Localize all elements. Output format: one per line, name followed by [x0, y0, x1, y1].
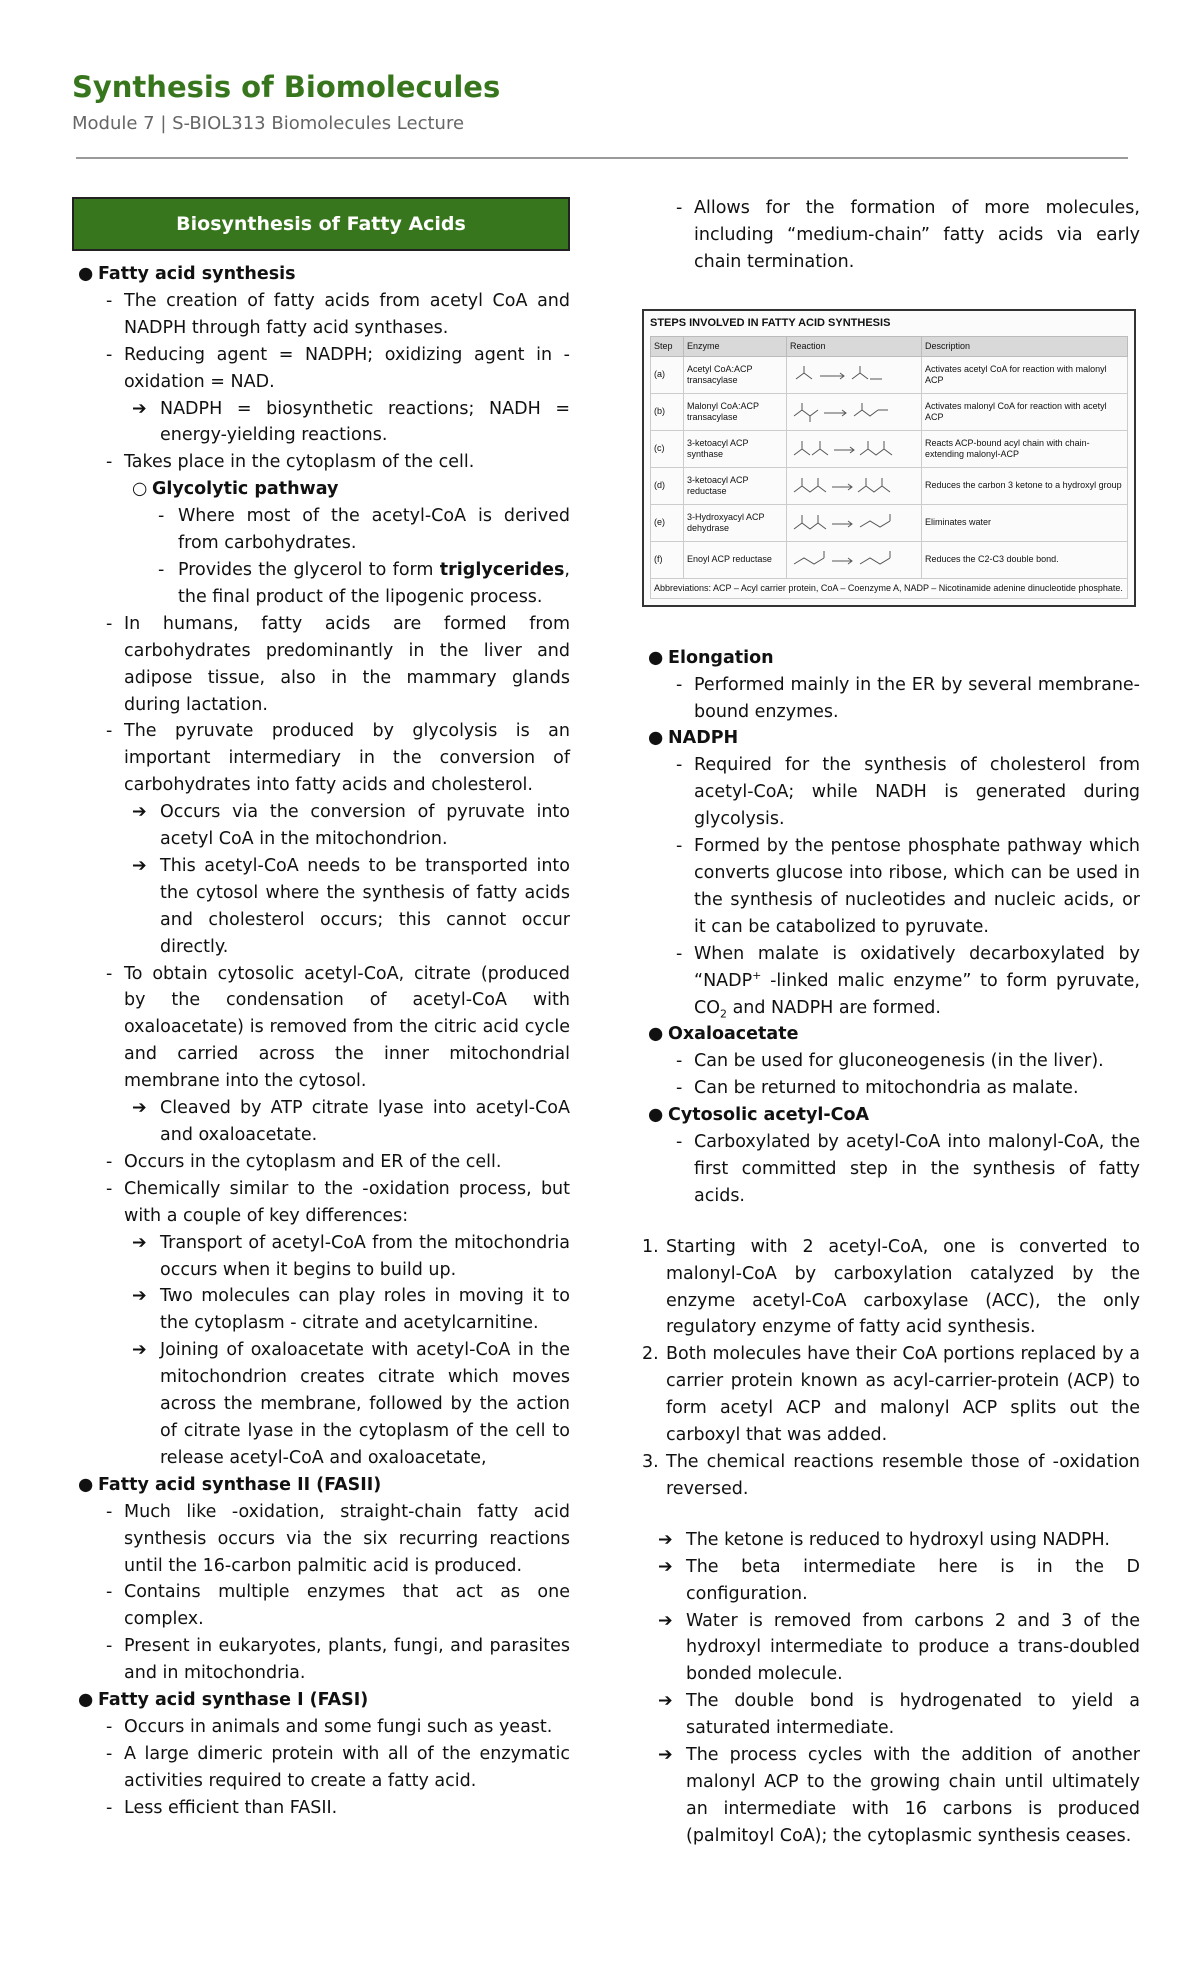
list-item [72, 718, 570, 799]
bullet-nadph [642, 725, 1140, 752]
dash-icon: - [158, 506, 165, 527]
table-row [651, 467, 1128, 504]
numbered-step [642, 1234, 1140, 1342]
enzyme-cell: Malonyl CoA:ACP transacylase [684, 393, 787, 430]
page-subtitle: Module 7 | S-BIOL313 Biomolecules Lecture [72, 113, 465, 134]
numbered-steps [642, 1234, 1140, 1503]
list-text: Joining of oxaloacetate with acetyl-CoA in the mitochondrion creates citrate which moves across the membrane, followed by the action of citrate lyase in the cytoplasm of the cell to release acetyl-CoA and oxaloacetate, [160, 1340, 570, 1468]
step-number: 1. [642, 1236, 659, 1257]
bullet-fasi [72, 1687, 570, 1714]
list-heading: Glycolytic pathway [152, 479, 339, 500]
list-item [72, 342, 570, 396]
list-text: The beta intermediate here is in the D configuration. [686, 1556, 1140, 1604]
description-cell: Activates malonyl CoA for reaction with acetyl ACP [922, 393, 1128, 430]
bullet-elongation [642, 645, 1140, 672]
dash-icon: - [106, 452, 113, 473]
list-text: Reducing agent = NADPH; oxidizing agent in -oxidation = NAD. [124, 344, 570, 392]
arrow-icon: ➔ [132, 1232, 147, 1253]
bullet-heading: Elongation [668, 647, 774, 668]
list-text: -linked malic enzyme” to form pyruvate, CO [694, 970, 1140, 1018]
enzyme-cell: Enoyl ACP reductase [684, 541, 787, 578]
reaction-cell [787, 467, 922, 504]
reaction-cell [787, 504, 922, 541]
list-item [72, 799, 570, 853]
superscript: + [752, 968, 762, 982]
list-text: Two molecules can play roles in moving it to the cytoplasm - citrate and acetylcarnitine. [160, 1286, 570, 1334]
list-item [72, 1283, 570, 1337]
list-text: The ketone is reduced to hydroxyl using NADPH. [686, 1529, 1110, 1550]
list-item [72, 1741, 570, 1795]
numbered-step [642, 1449, 1140, 1503]
description-cell: Reduces the C2-C3 double bond. [922, 541, 1128, 578]
enzyme-cell: Acetyl CoA:ACP transacylase [684, 356, 787, 393]
description-cell: Reacts ACP-bound acyl chain with chain-extending malonyl-ACP [922, 430, 1128, 467]
arrow-icon: ➔ [132, 1098, 147, 1119]
list-item [72, 1149, 570, 1176]
steps-table [650, 336, 1128, 599]
bullet-icon: ● [648, 1024, 664, 1045]
list-text: In humans, fatty acids are formed from carbohydrates predominantly in the liver and adipose tissue, also in the mammary glands during lactation. [124, 613, 570, 715]
list-text: To obtain cytosolic acetyl-CoA, citrate (produced by the condensation of acetyl-CoA with oxaloacetate) is removed from the citric acid cycle and carried across the inner mitochondrial membrane into the cytosol. [124, 963, 570, 1092]
dash-icon: - [676, 1051, 683, 1072]
dash-icon: - [676, 943, 683, 964]
table-footnote: Abbreviations: ACP – Acyl carrier protein, CoA – Coenzyme A, NADP – Nicotinamide adenine dinucleotide phosphate. [651, 578, 1128, 598]
list-text: The process cycles with the addition of another malonyl ACP to the growing chain until ultimately an intermediate with 16 carbons is produced (palmitoyl CoA); the cytoplasmic synthesis ceases. [686, 1745, 1140, 1846]
bullet-icon: ● [78, 1474, 94, 1495]
enzyme-cell: 3-Hydroxyacyl ACP dehydrase [684, 504, 787, 541]
dash-icon: - [676, 674, 683, 695]
list-text: Occurs in the cytoplasm and ER of the cell. [124, 1151, 502, 1172]
dash-icon: - [158, 559, 165, 580]
list-text: Allows for the formation of more molecules, including “medium-chain” fatty acids via early chain termination. [694, 198, 1140, 272]
list-text: The pyruvate produced by glycolysis is an important intermediary in the conversion of carbohydrates into fatty acids and cholesterol. [124, 721, 570, 796]
table-header-row [651, 336, 1128, 356]
list-text: Chemically similar to the -oxidation process, but with a couple of key differences: [124, 1178, 570, 1226]
list-item [72, 1337, 570, 1472]
table-title: STEPS INVOLVED IN FATTY ACID SYNTHESIS [650, 316, 891, 329]
table-row [651, 430, 1128, 467]
step-number: 2. [642, 1344, 659, 1365]
list-text: This acetyl-CoA needs to be transported into the cytosol where the synthesis of fatty acids and cholesterol occurs; this cannot occur directly. [160, 855, 570, 957]
bullet-heading: Fatty acid synthesis [98, 264, 296, 284]
list-item [642, 1742, 1140, 1850]
bullet-icon: ● [648, 647, 664, 668]
arrow-icon: ➔ [658, 1691, 673, 1712]
list-text: Required for the synthesis of cholesterol from acetyl-CoA; while NADH is generated during glycolysis. [694, 755, 1140, 830]
list-text: Cleaved by ATP citrate lyase into acetyl-CoA and oxaloacetate. [160, 1098, 570, 1145]
enzyme-cell: 3-ketoacyl ACP reductase [684, 467, 787, 504]
list-text: A large dimeric protein with all of the enzymatic activities required to create a fatty acid. [124, 1743, 570, 1791]
list-text: and NADPH are formed. [727, 997, 941, 1018]
left-column [72, 197, 570, 1822]
list-item [72, 1633, 570, 1687]
dash-icon: - [676, 1132, 683, 1153]
list-text: , the final product of the lipogenic process. [178, 559, 570, 607]
table-row [651, 356, 1128, 393]
list-text: Formed by the pentose phosphate pathway which converts glucose into ribose, which can be used in the synthesis of nucleotides and nucleic acids, or it can be catabolized to pyruvate. [694, 836, 1140, 937]
dash-icon: - [106, 1797, 113, 1818]
list-item [642, 1554, 1140, 1608]
list-text: Performed mainly in the ER by several membrane-bound enzymes. [694, 674, 1140, 722]
arrow-icon: ➔ [132, 802, 147, 823]
list-item [72, 1176, 570, 1230]
column-header: Description [922, 336, 1128, 356]
list-item [642, 1129, 1140, 1210]
list-item [72, 396, 570, 450]
step-cell: (f) [651, 541, 684, 578]
left-outline [72, 261, 570, 1822]
bullet-icon: ● [78, 1690, 94, 1711]
dash-icon: - [106, 344, 113, 365]
list-text: Can be used for gluconeogenesis (in the liver). [694, 1051, 1104, 1072]
dash-icon: - [676, 836, 683, 857]
dash-icon: - [106, 1501, 113, 1522]
list-item [72, 1230, 570, 1284]
bold-term: triglycerides [439, 559, 565, 580]
dash-icon: - [106, 721, 113, 742]
header-divider [76, 157, 1128, 159]
description-cell: Reduces the carbon 3 ketone to a hydroxyl group [922, 467, 1128, 504]
bullet-cytosolic-acetyl-coa [642, 1102, 1140, 1129]
list-text: Water is removed from carbons 2 and 3 of the hydroxyl intermediate to produce a trans-doubled bonded molecule. [686, 1610, 1140, 1685]
bullet-oxaloacetate [642, 1021, 1140, 1048]
dash-icon: - [676, 755, 683, 776]
list-item [642, 1527, 1140, 1554]
bullet-heading: Fatty acid synthase II (FASII) [98, 1474, 382, 1495]
list-item [72, 1499, 570, 1580]
reaction-arrows [642, 1527, 1140, 1850]
list-text: Less efficient than FASII. [124, 1797, 338, 1818]
list-text: The double bond is hydrogenated to yield a saturated intermediate. [686, 1691, 1140, 1739]
table-footnote-row [651, 578, 1128, 598]
list-text: Provides the glycerol to form [178, 559, 440, 580]
list-item [642, 833, 1140, 941]
dash-icon: - [106, 1743, 113, 1764]
dash-icon: - [676, 1078, 683, 1099]
right-top-list [642, 195, 1140, 276]
circle-bullet-icon: ○ [132, 479, 148, 500]
arrow-icon: ➔ [132, 1340, 147, 1361]
list-text: Present in eukaryotes, plants, fungi, and parasites and in mitochondria. [124, 1636, 570, 1684]
right-outline [642, 645, 1140, 1210]
list-item [642, 1075, 1140, 1102]
step-cell: (c) [651, 430, 684, 467]
list-item [72, 853, 570, 961]
list-item [72, 288, 570, 342]
reaction-structure-icon [790, 398, 910, 426]
dash-icon: - [106, 290, 113, 311]
description-cell: Eliminates water [922, 504, 1128, 541]
list-item [72, 1795, 570, 1822]
dash-icon: - [106, 1716, 113, 1737]
arrow-icon: ➔ [132, 855, 147, 876]
reaction-structure-icon [790, 435, 910, 463]
list-text: Carboxylated by acetyl-CoA into malonyl-CoA, the first committed step in the synthesis of fatty acids. [694, 1132, 1140, 1206]
fatty-acid-steps-table [642, 309, 1136, 607]
bullet-fasii [72, 1472, 570, 1499]
table-row [651, 393, 1128, 430]
list-item [72, 611, 570, 719]
dash-icon: - [106, 1151, 113, 1172]
spacer [642, 1210, 1140, 1234]
reaction-cell [787, 541, 922, 578]
dash-icon: - [106, 613, 113, 634]
column-header: Enzyme [684, 336, 787, 356]
list-item [642, 752, 1140, 833]
glycolytic-pathway-heading [72, 476, 570, 503]
step-cell: (b) [651, 393, 684, 430]
list-item [72, 1714, 570, 1741]
list-text: Transport of acetyl-CoA from the mitochondria occurs when it begins to build up. [160, 1232, 570, 1280]
arrow-icon: ➔ [132, 1286, 147, 1307]
description-cell: Activates acetyl CoA for reaction with malonyl ACP [922, 356, 1128, 393]
dash-icon: - [106, 1582, 113, 1603]
bullet-icon: ● [78, 264, 94, 284]
section-header: Biosynthesis of Fatty Acids [72, 197, 570, 251]
step-cell: (a) [651, 356, 684, 393]
bullet-heading: NADPH [668, 728, 739, 749]
reaction-structure-icon [790, 546, 910, 574]
list-text: Where most of the acetyl-CoA is derived from carbohydrates. [178, 506, 570, 554]
arrow-icon: ➔ [132, 398, 147, 419]
page-title: Synthesis of Biomolecules [72, 70, 501, 104]
list-item [72, 961, 570, 1096]
subscript: 2 [720, 1007, 727, 1020]
arrow-icon: ➔ [658, 1529, 673, 1550]
step-cell: (d) [651, 467, 684, 504]
bullet-fatty-acid-synthesis [72, 261, 570, 288]
spacer [642, 1503, 1140, 1527]
step-cell: (e) [651, 504, 684, 541]
bullet-heading: Fatty acid synthase I (FASI) [98, 1690, 369, 1711]
arrow-icon: ➔ [658, 1610, 673, 1631]
list-item [72, 449, 570, 476]
dash-icon: - [106, 963, 113, 984]
list-text: Can be returned to mitochondria as malate. [694, 1078, 1079, 1099]
bullet-heading: Cytosolic acetyl-CoA [668, 1105, 870, 1126]
list-item [642, 941, 1140, 1022]
step-text: Both molecules have their CoA portions replaced by a carrier protein known as acyl-carrier-protein (ACP) to form acetyl ACP and malonyl ACP splits out the carboxyl that was added. [666, 1344, 1140, 1446]
list-text: Much like -oxidation, straight-chain fatty acid synthesis occurs via the six recurring reactions until the 16-carbon palmitic acid is produced. [124, 1501, 570, 1576]
reaction-structure-icon [790, 472, 910, 500]
list-item [72, 1095, 570, 1149]
reaction-structure-icon [790, 361, 910, 389]
bullet-icon: ● [648, 1105, 664, 1126]
reaction-cell [787, 356, 922, 393]
list-item [72, 503, 570, 557]
list-text: Contains multiple enzymes that act as one complex. [124, 1582, 570, 1630]
arrow-icon: ➔ [658, 1556, 673, 1577]
list-item [72, 557, 570, 611]
right-column [642, 195, 1140, 1850]
list-item [642, 672, 1140, 726]
arrow-icon: ➔ [658, 1745, 673, 1766]
numbered-step [642, 1341, 1140, 1449]
step-text: The chemical reactions resemble those of -oxidation reversed. [666, 1452, 1140, 1499]
column-header: Reaction [787, 336, 922, 356]
list-text: NADPH = biosynthetic reactions; NADH = energy-yielding reactions. [160, 398, 570, 446]
dash-icon: - [106, 1636, 113, 1657]
enzyme-cell: 3-ketoacyl ACP synthase [684, 430, 787, 467]
list-text: Occurs via the conversion of pyruvate into acetyl CoA in the mitochondrion. [160, 802, 570, 850]
list-item [72, 1579, 570, 1633]
list-item [642, 195, 1140, 276]
bullet-icon: ● [648, 728, 664, 749]
step-number: 3. [642, 1452, 659, 1472]
list-text: Occurs in animals and some fungi such as yeast. [124, 1716, 553, 1737]
list-item [642, 1048, 1140, 1075]
reaction-cell [787, 393, 922, 430]
reaction-structure-icon [790, 509, 910, 537]
bullet-heading: Oxaloacetate [668, 1024, 799, 1045]
list-text: Takes place in the cytoplasm of the cell. [124, 452, 475, 473]
table-row [651, 541, 1128, 578]
list-text: When malate is oxidatively decarboxylated by “NADP [694, 943, 1140, 991]
list-item [642, 1688, 1140, 1742]
reaction-cell [787, 430, 922, 467]
table-row [651, 504, 1128, 541]
step-text: Starting with 2 acetyl-CoA, one is converted to malonyl-CoA by carboxylation catalyzed by the enzyme acetyl-CoA carboxylase (ACC), the only regulatory enzyme of fatty acid synthesis. [666, 1236, 1140, 1338]
list-item [642, 1608, 1140, 1689]
dash-icon: - [106, 1178, 113, 1199]
list-text: The creation of fatty acids from acetyl CoA and NADPH through fatty acid synthases. [124, 290, 570, 338]
dash-icon: - [676, 198, 683, 218]
column-header: Step [651, 336, 684, 356]
